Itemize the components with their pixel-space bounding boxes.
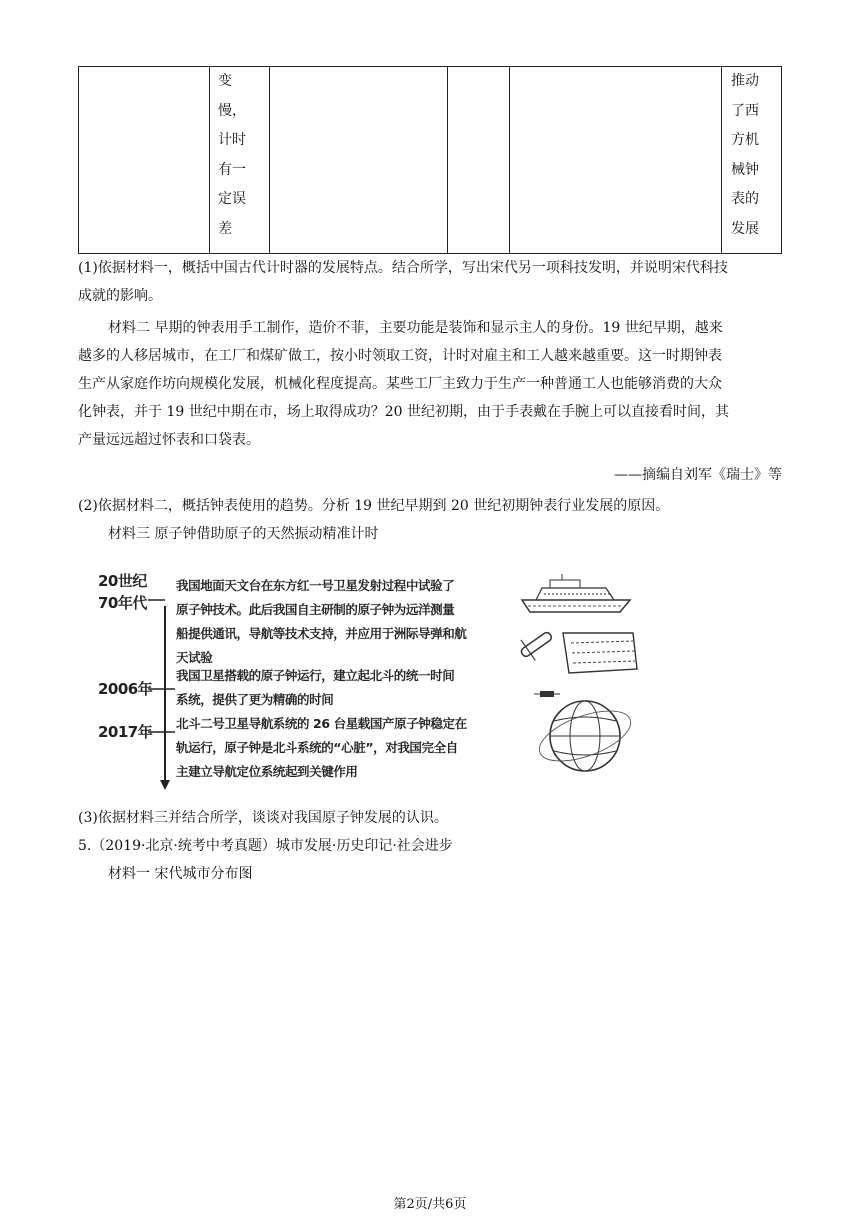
cell-text: 慢， [218,102,246,119]
cell-text: 定误 [218,191,246,207]
material-text: 材料二 早期的钟表用手工制作，造价不菲，主要功能是装饰和显示主人的身份。19 世纪早期，越来 [108,320,723,336]
timeline-event-1970s [176,574,466,670]
question-2: (2)依据材料二，概括钟表使用的趋势。分析 19 世纪早期到 20 世纪初期钟表行业发展的原因。 [78,498,670,514]
cell-text: 了西 [731,102,759,119]
missile-launch-icon [515,624,637,673]
timeline-label-2006: 2006年 [98,680,153,698]
timeline-event-2006 [176,664,454,712]
question-text: 成就的影响。 [78,288,162,304]
cell-text: 计时 [218,132,246,148]
material-text: 生产从家庭作坊向规模化发展，机械化程度提高。某些工厂主致力于生产一种普通工人也能够消费的大众 [78,376,722,392]
table-fragment [78,66,782,254]
event-text: 我国卫星搭载的原子钟运行，建立起北斗的统一时间 [176,668,455,683]
timeline-event-2017 [176,712,467,784]
event-text: 轨运行，原子钟是北斗系统的“心脏”，对我国完全自 [176,740,458,755]
timeline-label-2017: 2017年 [98,723,153,741]
table-divider [447,67,448,253]
source-citation: ——摘编自刘军《瑞士》等 [614,467,782,483]
question-5-header: 5.（2019·北京·统考中考真题）城市发展·历史印记·社会进步 [78,838,453,854]
cell-text: 表的 [731,191,759,207]
table-divider [721,67,722,253]
material-3-title: 材料三 原子钟借助原子的天然振动精准计时 [108,526,379,542]
question-3: (3)依据材料三并结合所学，谈谈对我国原子钟发展的认识。 [78,810,448,826]
material-2 [78,314,782,454]
table-divider [209,67,210,253]
event-text: 北斗二号卫星导航系统的 26 台星载国产原子钟稳定在 [176,716,467,731]
question-text: (1)依据材料一，概括中国古代计时器的发展特点。结合所学，写出宋代另一项科技发明，并说明宋代科技 [78,260,728,276]
question-1 [78,254,782,310]
cell-text: 发展 [731,220,759,237]
cell-text: 械钟 [731,161,759,178]
atomic-clock-timeline-figure [90,566,650,791]
event-text: 主建立导航定位系统起到关键作用 [176,764,358,779]
material-5-1-title: 材料一 宋代城市分布图 [108,866,253,882]
timeline-arrow-icon [160,780,170,790]
event-text: 天试验 [176,650,213,665]
table-divider [509,67,510,253]
cell-text: 推动 [731,73,759,89]
cell-text: 差 [218,220,232,237]
material-text: 越多的人移居城市，在工厂和煤矿做工，按小时领取工资，计时对雇主和工人越来越重要。这一时期钟表 [78,348,722,364]
survey-ship-icon [522,574,630,612]
event-text: 原子钟技术。此后我国自主研制的原子钟为远洋测量 [176,602,455,617]
globe-satellite-icon [533,691,637,771]
timeline-label-1970s: 70年代 [98,594,147,612]
cell-text: 有一 [218,161,246,178]
cell-text: 方机 [731,132,759,148]
event-text: 系统，提供了更为精确的时间 [176,692,334,707]
timeline-label-1970s: 20世纪 [98,572,147,590]
material-text: 产量远远超过怀表和口袋表。 [78,432,260,448]
table-cell-col2 [218,67,252,244]
event-text: 我国地面天文台在东方红一号卫星发射过程中试验了 [176,578,455,593]
material-text: 化钟表，并于 19 世纪中期在市，场上取得成功？20 世纪初期，由于手表戴在手腕上可以直接看时间，其 [78,404,729,420]
page-number: 第2页/共6页 [393,1197,467,1212]
event-text: 船提供通讯，导航等技术支持，并应用于洲际导弹和航 [176,626,467,641]
table-cell-col6 [731,67,765,244]
cell-text: 变 [218,73,232,89]
table-divider [269,67,270,253]
